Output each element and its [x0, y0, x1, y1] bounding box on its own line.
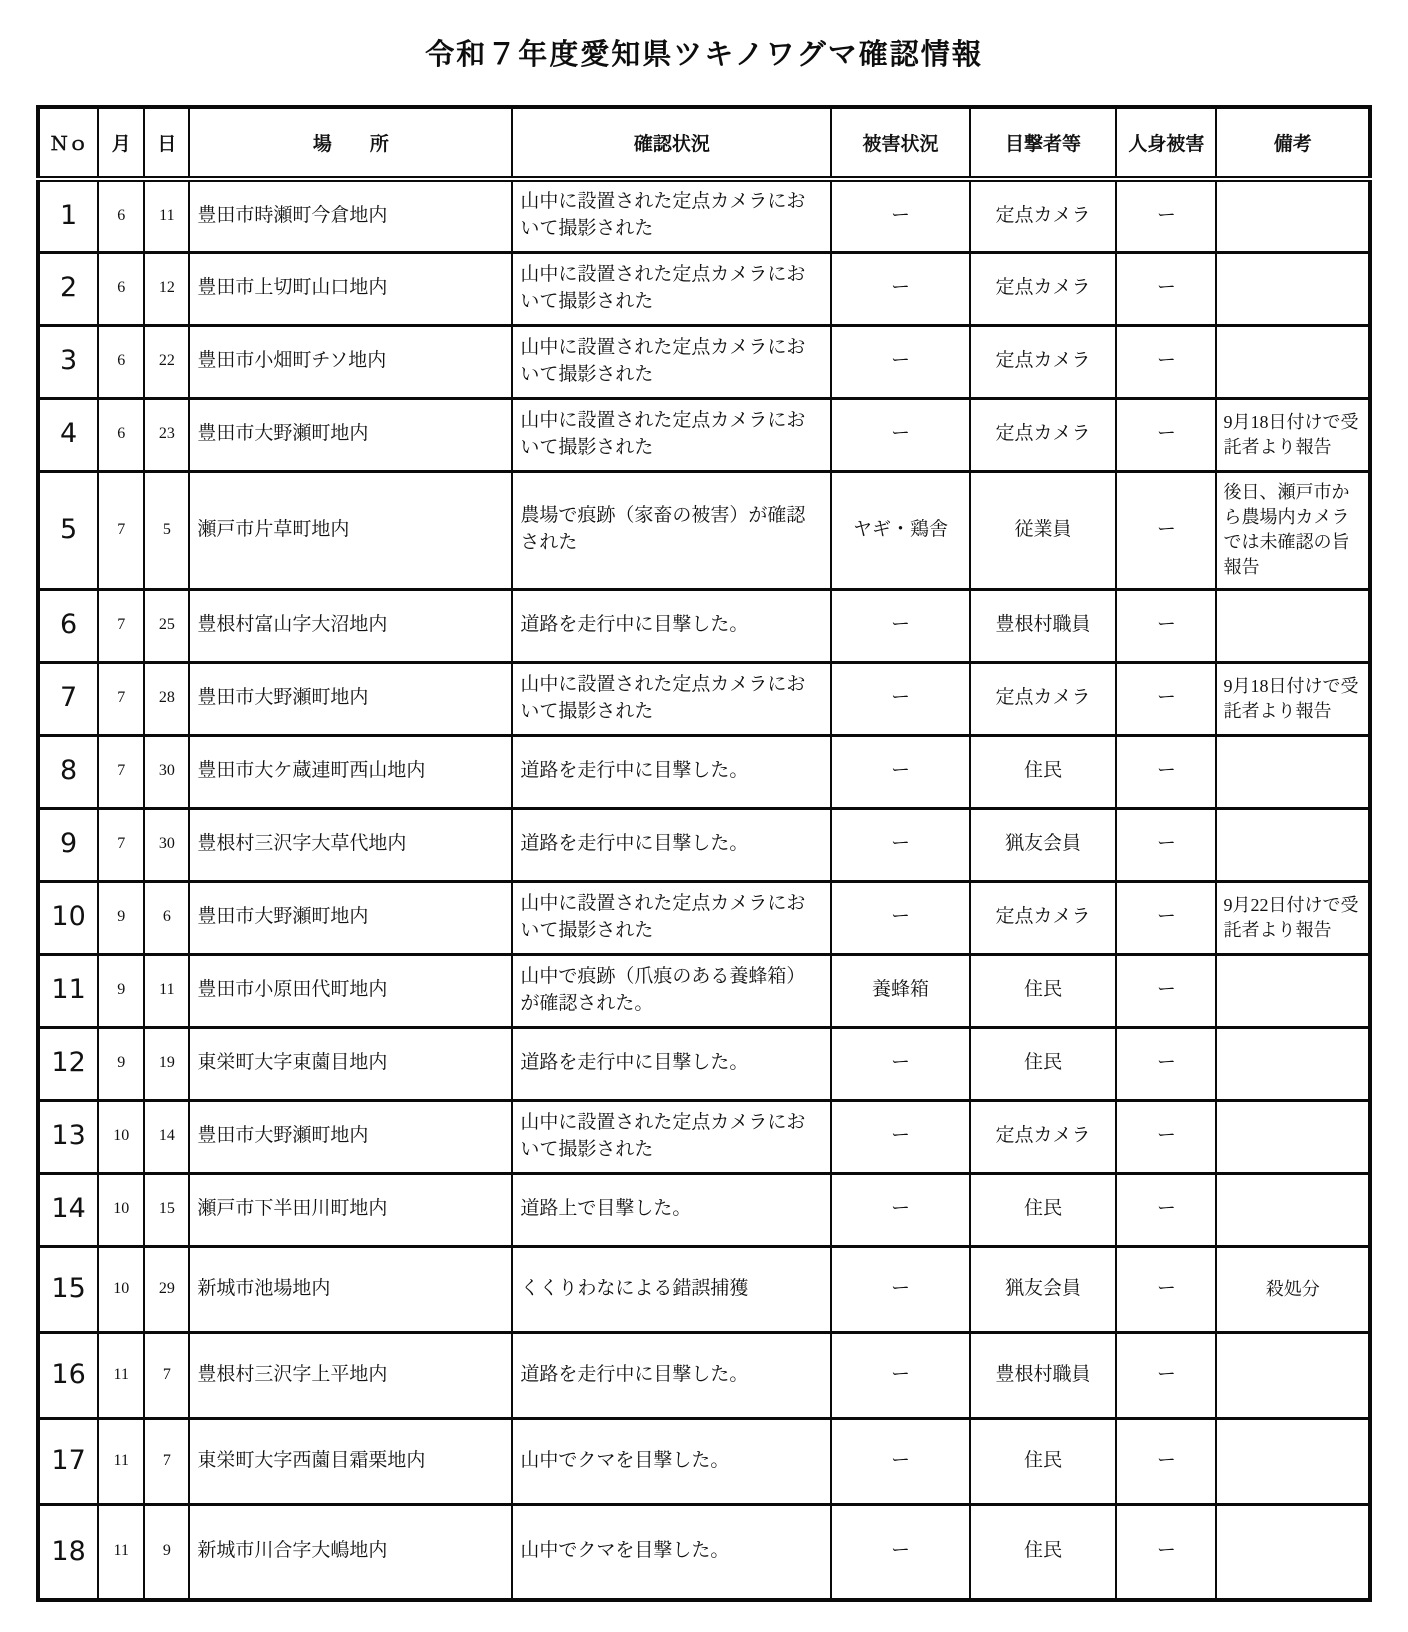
cell-no: 4 [38, 398, 98, 471]
cell-damage: ー [831, 325, 969, 398]
cell-place: 豊田市時瀬町今倉地内 [189, 179, 512, 252]
header-row [38, 107, 1370, 179]
cell-situation: 道路を走行中に目撃した。 [512, 1332, 831, 1418]
cell-witness: 定点カメラ [970, 1100, 1116, 1173]
table-body [38, 179, 1370, 1600]
cell-day: 25 [144, 589, 189, 662]
cell-damage: ー [831, 398, 969, 471]
cell-remarks [1216, 954, 1370, 1027]
cell-place: 豊田市小畑町チソ地内 [189, 325, 512, 398]
table-row [38, 398, 1370, 471]
table-row [38, 808, 1370, 881]
cell-month: 7 [98, 735, 144, 808]
cell-day: 11 [144, 954, 189, 1027]
cell-situation: 山中に設置された定点カメラにおいて撮影された [512, 881, 831, 954]
cell-damage: ー [831, 1027, 969, 1100]
cell-place: 豊田市大ケ蔵連町西山地内 [189, 735, 512, 808]
cell-situation: 山中に設置された定点カメラにおいて撮影された [512, 398, 831, 471]
cell-witness: 住民 [970, 1027, 1116, 1100]
cell-injury: ー [1116, 471, 1216, 589]
cell-witness: 住民 [970, 1173, 1116, 1246]
cell-remarks: 9月22日付けで受託者より報告 [1216, 881, 1370, 954]
cell-remarks [1216, 1173, 1370, 1246]
cell-injury: ー [1116, 1504, 1216, 1600]
cell-place: 豊田市大野瀬町地内 [189, 398, 512, 471]
cell-month: 6 [98, 398, 144, 471]
cell-situation: 農場で痕跡（家畜の被害）が確認された [512, 471, 831, 589]
cell-day: 7 [144, 1418, 189, 1504]
cell-damage: ー [831, 1504, 969, 1600]
table-row [38, 1418, 1370, 1504]
cell-injury: ー [1116, 179, 1216, 252]
cell-injury: ー [1116, 1332, 1216, 1418]
table-row [38, 1173, 1370, 1246]
cell-month: 10 [98, 1246, 144, 1332]
cell-damage: ー [831, 735, 969, 808]
cell-remarks [1216, 1504, 1370, 1600]
cell-place: 豊田市大野瀬町地内 [189, 881, 512, 954]
cell-injury: ー [1116, 1173, 1216, 1246]
table-header [38, 107, 1370, 179]
cell-place: 東栄町大字東薗目地内 [189, 1027, 512, 1100]
cell-place: 豊田市上切町山口地内 [189, 252, 512, 325]
cell-no: 15 [38, 1246, 98, 1332]
cell-month: 7 [98, 589, 144, 662]
header-place: 場 所 [189, 107, 512, 179]
page-title: 令和７年度愛知県ツキノワグマ確認情報 [425, 39, 983, 71]
table-row [38, 1100, 1370, 1173]
cell-day: 30 [144, 735, 189, 808]
cell-damage: 養蜂箱 [831, 954, 969, 1027]
cell-day: 14 [144, 1100, 189, 1173]
cell-injury: ー [1116, 881, 1216, 954]
cell-month: 6 [98, 179, 144, 252]
cell-no: 13 [38, 1100, 98, 1173]
cell-injury: ー [1116, 662, 1216, 735]
cell-month: 10 [98, 1173, 144, 1246]
table-row [38, 471, 1370, 589]
cell-place: 瀬戸市下半田川町地内 [189, 1173, 512, 1246]
cell-injury: ー [1116, 808, 1216, 881]
header-injury: 人身被害 [1116, 107, 1216, 179]
cell-no: 12 [38, 1027, 98, 1100]
header-no: Ｎｏ [38, 107, 98, 179]
table-row [38, 589, 1370, 662]
cell-witness: 定点カメラ [970, 325, 1116, 398]
cell-month: 7 [98, 808, 144, 881]
cell-remarks [1216, 735, 1370, 808]
cell-no: 9 [38, 808, 98, 881]
cell-day: 12 [144, 252, 189, 325]
cell-remarks [1216, 1100, 1370, 1173]
table-row [38, 1504, 1370, 1600]
cell-situation: 道路を走行中に目撃した。 [512, 808, 831, 881]
cell-month: 9 [98, 1027, 144, 1100]
cell-damage: ー [831, 1332, 969, 1418]
cell-witness: 住民 [970, 1504, 1116, 1600]
cell-witness: 定点カメラ [970, 881, 1116, 954]
cell-damage: ー [831, 662, 969, 735]
cell-place: 豊根村三沢字上平地内 [189, 1332, 512, 1418]
cell-month: 6 [98, 325, 144, 398]
cell-situation: 道路を走行中に目撃した。 [512, 735, 831, 808]
header-remarks: 備考 [1216, 107, 1370, 179]
cell-place: 東栄町大字西薗目霜栗地内 [189, 1418, 512, 1504]
cell-witness: 定点カメラ [970, 662, 1116, 735]
cell-day: 7 [144, 1332, 189, 1418]
cell-witness: 従業員 [970, 471, 1116, 589]
cell-injury: ー [1116, 1418, 1216, 1504]
cell-month: 6 [98, 252, 144, 325]
table-row [38, 881, 1370, 954]
bear-sighting-table [36, 105, 1372, 1602]
cell-no: 16 [38, 1332, 98, 1418]
cell-damage: ー [831, 589, 969, 662]
cell-damage: ヤギ・鶏舎 [831, 471, 969, 589]
cell-witness: 猟友会員 [970, 808, 1116, 881]
table-row [38, 325, 1370, 398]
cell-situation: 山中に設置された定点カメラにおいて撮影された [512, 179, 831, 252]
cell-damage: ー [831, 252, 969, 325]
cell-situation: 山中でクマを目撃した。 [512, 1504, 831, 1600]
cell-witness: 定点カメラ [970, 252, 1116, 325]
cell-injury: ー [1116, 1246, 1216, 1332]
cell-injury: ー [1116, 325, 1216, 398]
cell-month: 11 [98, 1332, 144, 1418]
header-day: 日 [144, 107, 189, 179]
cell-remarks [1216, 325, 1370, 398]
cell-damage: ー [831, 808, 969, 881]
cell-witness: 猟友会員 [970, 1246, 1116, 1332]
cell-day: 30 [144, 808, 189, 881]
cell-damage: ー [831, 1100, 969, 1173]
cell-remarks: 9月18日付けで受託者より報告 [1216, 662, 1370, 735]
cell-damage: ー [831, 179, 969, 252]
cell-day: 29 [144, 1246, 189, 1332]
cell-witness: 住民 [970, 735, 1116, 808]
table-row [38, 252, 1370, 325]
table-row [38, 735, 1370, 808]
cell-witness: 住民 [970, 954, 1116, 1027]
header-witness: 目撃者等 [970, 107, 1116, 179]
cell-no: 3 [38, 325, 98, 398]
cell-no: 11 [38, 954, 98, 1027]
cell-situation: 山中に設置された定点カメラにおいて撮影された [512, 1100, 831, 1173]
cell-injury: ー [1116, 1100, 1216, 1173]
table-row [38, 1332, 1370, 1418]
cell-witness: 定点カメラ [970, 179, 1116, 252]
cell-no: 17 [38, 1418, 98, 1504]
cell-situation: 山中に設置された定点カメラにおいて撮影された [512, 325, 831, 398]
cell-place: 新城市川合字大嶋地内 [189, 1504, 512, 1600]
cell-injury: ー [1116, 252, 1216, 325]
cell-day: 11 [144, 179, 189, 252]
cell-place: 新城市池場地内 [189, 1246, 512, 1332]
cell-situation: 道路を走行中に目撃した。 [512, 1027, 831, 1100]
cell-remarks [1216, 808, 1370, 881]
cell-situation: 道路上で目撃した。 [512, 1173, 831, 1246]
cell-day: 22 [144, 325, 189, 398]
cell-no: 10 [38, 881, 98, 954]
cell-month: 10 [98, 1100, 144, 1173]
cell-witness: 豊根村職員 [970, 1332, 1116, 1418]
cell-situation: 山中で痕跡（爪痕のある養蜂箱）が確認された。 [512, 954, 831, 1027]
cell-day: 6 [144, 881, 189, 954]
cell-injury: ー [1116, 589, 1216, 662]
header-damage: 被害状況 [831, 107, 969, 179]
cell-day: 19 [144, 1027, 189, 1100]
cell-damage: ー [831, 881, 969, 954]
header-situation: 確認状況 [512, 107, 831, 179]
cell-no: 14 [38, 1173, 98, 1246]
cell-day: 15 [144, 1173, 189, 1246]
cell-place: 豊田市小原田代町地内 [189, 954, 512, 1027]
cell-situation: くくりわなによる錯誤捕獲 [512, 1246, 831, 1332]
cell-damage: ー [831, 1418, 969, 1504]
cell-day: 23 [144, 398, 189, 471]
cell-place: 豊根村富山字大沼地内 [189, 589, 512, 662]
cell-month: 11 [98, 1418, 144, 1504]
cell-situation: 山中でクマを目撃した。 [512, 1418, 831, 1504]
cell-day: 5 [144, 471, 189, 589]
cell-situation: 山中に設置された定点カメラにおいて撮影された [512, 252, 831, 325]
table-row [38, 1246, 1370, 1332]
cell-injury: ー [1116, 735, 1216, 808]
cell-witness: 豊根村職員 [970, 589, 1116, 662]
cell-remarks: 殺処分 [1216, 1246, 1370, 1332]
cell-remarks [1216, 1332, 1370, 1418]
cell-place: 豊田市大野瀬町地内 [189, 662, 512, 735]
cell-no: 5 [38, 471, 98, 589]
cell-no: 2 [38, 252, 98, 325]
cell-no: 7 [38, 662, 98, 735]
cell-witness: 住民 [970, 1418, 1116, 1504]
cell-no: 8 [38, 735, 98, 808]
cell-situation: 道路を走行中に目撃した。 [512, 589, 831, 662]
cell-remarks [1216, 252, 1370, 325]
cell-place: 瀬戸市片草町地内 [189, 471, 512, 589]
cell-situation: 山中に設置された定点カメラにおいて撮影された [512, 662, 831, 735]
cell-remarks [1216, 1027, 1370, 1100]
cell-remarks [1216, 1418, 1370, 1504]
cell-day: 9 [144, 1504, 189, 1600]
table-row [38, 1027, 1370, 1100]
cell-month: 7 [98, 662, 144, 735]
table-row [38, 662, 1370, 735]
cell-no: 18 [38, 1504, 98, 1600]
header-month: 月 [98, 107, 144, 179]
cell-injury: ー [1116, 954, 1216, 1027]
cell-remarks [1216, 589, 1370, 662]
cell-injury: ー [1116, 1027, 1216, 1100]
cell-no: 1 [38, 179, 98, 252]
cell-damage: ー [831, 1173, 969, 1246]
cell-witness: 定点カメラ [970, 398, 1116, 471]
cell-month: 9 [98, 954, 144, 1027]
cell-injury: ー [1116, 398, 1216, 471]
cell-day: 28 [144, 662, 189, 735]
cell-remarks: 後日、瀬戸市から農場内カメラでは未確認の旨報告 [1216, 471, 1370, 589]
cell-remarks: 9月18日付けで受託者より報告 [1216, 398, 1370, 471]
cell-damage: ー [831, 1246, 969, 1332]
cell-remarks [1216, 179, 1370, 252]
table-row [38, 954, 1370, 1027]
table-row [38, 179, 1370, 252]
cell-place: 豊根村三沢字大草代地内 [189, 808, 512, 881]
cell-no: 6 [38, 589, 98, 662]
cell-month: 9 [98, 881, 144, 954]
cell-month: 11 [98, 1504, 144, 1600]
cell-month: 7 [98, 471, 144, 589]
cell-place: 豊田市大野瀬町地内 [189, 1100, 512, 1173]
